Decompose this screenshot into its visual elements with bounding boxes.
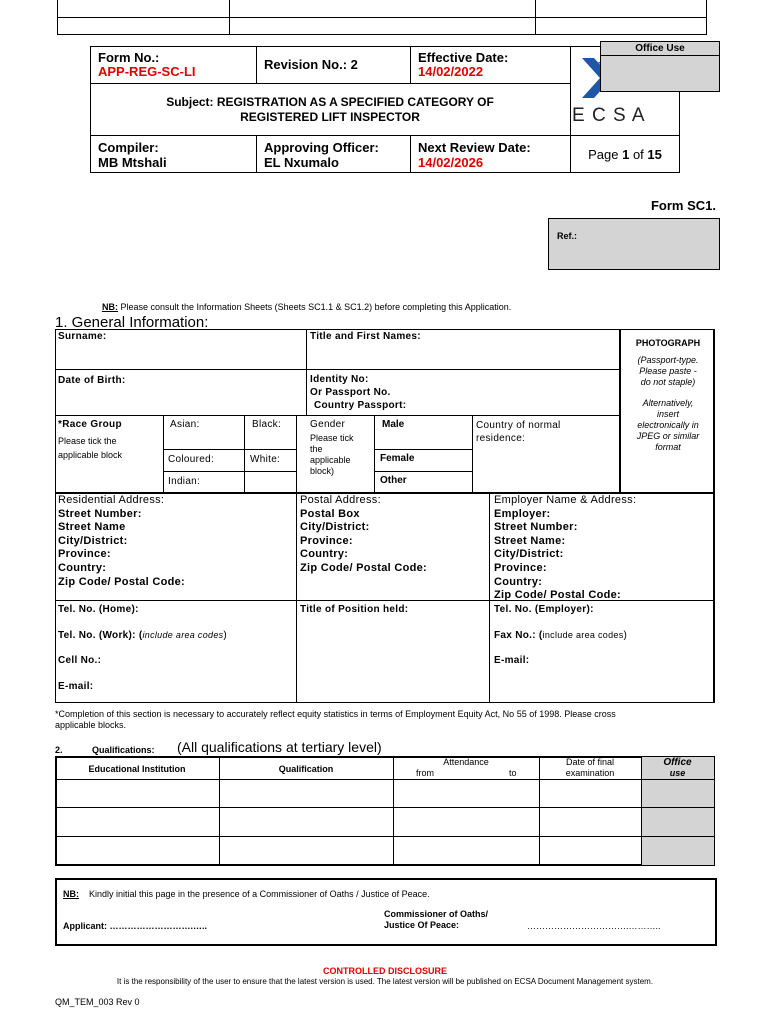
subject-line-1: Subject: REGISTRATION AS A SPECIFIED CATEGORY OF bbox=[166, 95, 494, 109]
page-of: of bbox=[629, 147, 648, 162]
identity-line-3: Country Passport: bbox=[314, 400, 407, 411]
col-date-final bbox=[539, 757, 641, 779]
office-use-label: Office Use bbox=[635, 43, 685, 54]
photo-line-6: electronically in bbox=[637, 420, 699, 430]
postal-address-block bbox=[300, 494, 427, 576]
gender-vline-2 bbox=[472, 415, 473, 492]
photo-line-5: insert bbox=[656, 409, 679, 419]
gender-label: Gender bbox=[310, 419, 346, 430]
completion-line-2: applicable blocks. bbox=[55, 720, 127, 730]
res-line-2: Street Name bbox=[58, 521, 126, 534]
header-vline-2 bbox=[410, 46, 411, 83]
surname-label: Surname: bbox=[58, 331, 107, 342]
form-code: Form SC1. bbox=[650, 198, 716, 213]
position-label: Title of Position held: bbox=[300, 604, 409, 615]
tel-work-end: ) bbox=[223, 630, 228, 641]
gender-hline-2 bbox=[374, 471, 472, 472]
header-vline-4 bbox=[256, 135, 257, 173]
res-line-0: Residential Address: bbox=[58, 494, 165, 506]
commissioner-signature-line[interactable]: …………………………….……….. bbox=[527, 921, 661, 931]
top-table-vline-1 bbox=[229, 0, 230, 35]
comm-line-1: Commissioner of Oaths/ bbox=[384, 909, 489, 919]
subject-line-2: REGISTERED LIFT INSPECTOR bbox=[240, 110, 420, 124]
section1-title: 1. General Information: bbox=[55, 314, 209, 331]
country-residence-label bbox=[476, 419, 561, 445]
address-vline-1 bbox=[296, 492, 297, 703]
col-date-line-2: examination bbox=[565, 768, 615, 778]
section2-label: Qualifications: bbox=[92, 745, 155, 755]
compiler-value: MB Mtshali bbox=[98, 155, 167, 170]
review-date-label: Next Review Date: bbox=[418, 140, 531, 155]
photo-line-1: (Passport-type. bbox=[637, 355, 699, 365]
race-tick-line-1: Please tick the bbox=[58, 436, 117, 446]
race-vline-2 bbox=[244, 415, 245, 492]
postal-line-5: Zip Code/ Postal Code: bbox=[300, 561, 427, 574]
race-vline-1 bbox=[163, 415, 164, 492]
page-indicator bbox=[570, 147, 680, 162]
gender-hline-1 bbox=[374, 449, 472, 450]
qual-hline-2 bbox=[55, 807, 715, 808]
residential-address-block bbox=[58, 494, 185, 589]
fax-text: Fax No.: ( bbox=[494, 630, 543, 641]
col-date-line-1: Date of final bbox=[565, 757, 615, 767]
res-line-3: City/District: bbox=[58, 534, 128, 547]
email-label: E-mail: bbox=[58, 681, 94, 692]
race-tick-note bbox=[58, 434, 122, 462]
race-hline-2 bbox=[163, 471, 296, 472]
country-line-2: residence: bbox=[476, 433, 526, 444]
photo-line-4: Alternatively, bbox=[642, 398, 694, 408]
photo-line-7: JPEG or similar bbox=[636, 431, 700, 441]
photograph-instructions bbox=[621, 355, 715, 453]
effective-date-value: 14/02/2022 bbox=[418, 64, 484, 79]
applicant-signature[interactable]: Applicant: ……………………….….. bbox=[63, 921, 207, 931]
commissioner-label bbox=[384, 909, 488, 931]
section2-subtitle: (All qualifications at tertiary level) bbox=[177, 739, 382, 755]
race-vline-3 bbox=[296, 415, 297, 492]
nb2-text: Kindly initial this page in the presence of a Commissioner of Oaths / Justice of Peace. bbox=[89, 889, 430, 899]
header-vline-1 bbox=[256, 46, 257, 83]
col-qualification: Qualification bbox=[278, 764, 334, 774]
tel-work-label bbox=[58, 630, 227, 641]
approver-value: EL Nxumalo bbox=[264, 155, 339, 170]
nb-consult-note bbox=[102, 302, 511, 312]
completion-note bbox=[55, 709, 616, 731]
fax-end: ) bbox=[623, 630, 628, 641]
effective-date-label: Effective Date: bbox=[418, 50, 509, 65]
tel-home-label: Tel. No. (Home): bbox=[58, 604, 139, 615]
page-total: 15 bbox=[647, 147, 662, 162]
country-line-1: Country of normal bbox=[476, 420, 561, 431]
review-date-value: 14/02/2026 bbox=[418, 155, 484, 170]
row2-hline bbox=[55, 415, 620, 416]
top-table-vline-2 bbox=[535, 0, 536, 35]
page-prefix: Page bbox=[588, 147, 623, 162]
col-attendance: Attendance bbox=[443, 757, 489, 767]
race-white[interactable]: White: bbox=[250, 454, 281, 465]
res-line-1: Street Number: bbox=[58, 507, 142, 520]
photograph-label: PHOTOGRAPH bbox=[635, 338, 701, 348]
employer-line-7: Zip Code/ Postal Code: bbox=[494, 589, 621, 602]
gender-tick-line-1: Please tick bbox=[310, 433, 354, 443]
photo-line-2: Please paste - bbox=[639, 366, 697, 376]
col-from: from bbox=[416, 768, 434, 778]
nb-prefix: NB: bbox=[102, 302, 118, 312]
cell-label: Cell No.: bbox=[58, 655, 102, 666]
employer-line-1: Employer: bbox=[494, 507, 551, 520]
race-black[interactable]: Black: bbox=[252, 419, 282, 430]
top-table-hline bbox=[57, 17, 707, 18]
gender-tick-line-4: block) bbox=[310, 466, 335, 476]
tel-employer-label: Tel. No. (Employer): bbox=[494, 604, 594, 615]
qual-vline-2 bbox=[393, 756, 394, 866]
col-office-line-2: use bbox=[669, 768, 686, 778]
fax-note: include area codes bbox=[542, 630, 624, 640]
col-office-line-1: Office bbox=[663, 757, 692, 768]
employer-line-0: Employer Name & Address: bbox=[494, 494, 637, 506]
race-indian[interactable]: Indian: bbox=[168, 476, 201, 487]
employer-line-5: Province: bbox=[494, 561, 547, 574]
footer-note: It is the responsibility of the user to ensure that the latest version is used. The latest version will be published on ECSA Document Management system. bbox=[116, 977, 654, 986]
completion-line-1: *Completion of this section is necessary to accurately reflect equity statistics in terms of Employment Equity Act, No 55 of 1998. Please cross bbox=[55, 709, 616, 719]
address-vline-2 bbox=[489, 492, 490, 703]
identity-line-1: Identity No: bbox=[310, 374, 369, 385]
tel-work-text: Tel. No. (Work): ( bbox=[58, 630, 143, 641]
ecsa-logo-text: E C S A bbox=[572, 105, 646, 126]
gender-tick-line-3: applicable bbox=[310, 455, 351, 465]
page-number: 1 bbox=[622, 147, 630, 162]
race-coloured[interactable]: Coloured: bbox=[168, 454, 215, 465]
title-col-vline bbox=[306, 329, 307, 415]
col-office-use bbox=[641, 757, 714, 779]
gender-other[interactable]: Other bbox=[380, 475, 407, 486]
postal-line-0: Postal Address: bbox=[300, 494, 381, 506]
office-use-underline bbox=[600, 55, 720, 56]
header-vline-5 bbox=[410, 135, 411, 173]
race-group-label: *Race Group bbox=[58, 419, 122, 430]
gender-vline-1 bbox=[374, 415, 375, 492]
employer-line-4: City/District: bbox=[494, 548, 564, 561]
employer-line-3: Street Name: bbox=[494, 534, 566, 547]
form-no-value: APP-REG-SC-LI bbox=[98, 64, 196, 79]
col-institution: Educational Institution bbox=[88, 764, 186, 774]
ref-box[interactable] bbox=[548, 218, 720, 270]
comm-line-2: Justice Of Peace: bbox=[384, 920, 460, 930]
doc-code: QM_TEM_003 Rev 0 bbox=[55, 997, 140, 1007]
res-line-5: Country: bbox=[58, 561, 107, 574]
nb2-prefix: NB: bbox=[63, 889, 79, 899]
race-tick-line-2: applicable block bbox=[58, 450, 123, 460]
gender-female[interactable]: Female bbox=[380, 453, 415, 464]
dob-label: Date of Birth: bbox=[58, 375, 126, 386]
gender-tick-note bbox=[310, 433, 354, 477]
title-first-names-label: Title and First Names: bbox=[310, 331, 421, 342]
row1-hline bbox=[55, 369, 620, 370]
fax-label bbox=[494, 630, 627, 641]
employer-line-6: Country: bbox=[494, 575, 543, 588]
section2-number: 2. bbox=[55, 745, 63, 755]
nb-text: Please consult the Information Sheets (Sheets SC1.1 & SC1.2) before completing this Application. bbox=[118, 302, 512, 312]
revision-no: Revision No.: 2 bbox=[264, 57, 358, 72]
qual-hline-1 bbox=[55, 779, 715, 780]
email-employer-label: E-mail: bbox=[494, 655, 530, 666]
nb-initial-note bbox=[63, 889, 430, 899]
res-line-6: Zip Code/ Postal Code: bbox=[58, 575, 185, 588]
postal-line-1: Postal Box bbox=[300, 507, 360, 520]
employer-address-block bbox=[494, 494, 636, 603]
postal-line-4: Country: bbox=[300, 548, 349, 561]
approver-label: Approving Officer: bbox=[264, 140, 379, 155]
ref-label: Ref.: bbox=[557, 231, 577, 241]
employer-line-2: Street Number: bbox=[494, 521, 578, 534]
postal-line-2: City/District: bbox=[300, 521, 370, 534]
photo-line-8: format bbox=[655, 442, 681, 452]
identity-line-2: Or Passport No. bbox=[310, 387, 391, 398]
gender-tick-line-2: the bbox=[310, 444, 323, 454]
identity-no-label bbox=[310, 373, 406, 412]
header-hline-1 bbox=[90, 83, 570, 84]
header-hline-2 bbox=[90, 135, 680, 136]
form-no-label: Form No.: bbox=[98, 50, 160, 65]
photo-line-3: do not staple) bbox=[640, 377, 696, 387]
compiler-label: Compiler: bbox=[98, 140, 159, 155]
res-line-4: Province: bbox=[58, 548, 111, 561]
tel-work-note: include area codes bbox=[142, 630, 224, 640]
col-to: to bbox=[509, 768, 517, 778]
controlled-disclosure: CONTROLLED DISCLOSURE bbox=[322, 966, 447, 976]
gender-male[interactable]: Male bbox=[382, 419, 405, 430]
qual-hline-3 bbox=[55, 836, 715, 837]
race-hline-1 bbox=[163, 449, 296, 450]
race-asian[interactable]: Asian: bbox=[170, 419, 200, 430]
postal-line-3: Province: bbox=[300, 534, 353, 547]
